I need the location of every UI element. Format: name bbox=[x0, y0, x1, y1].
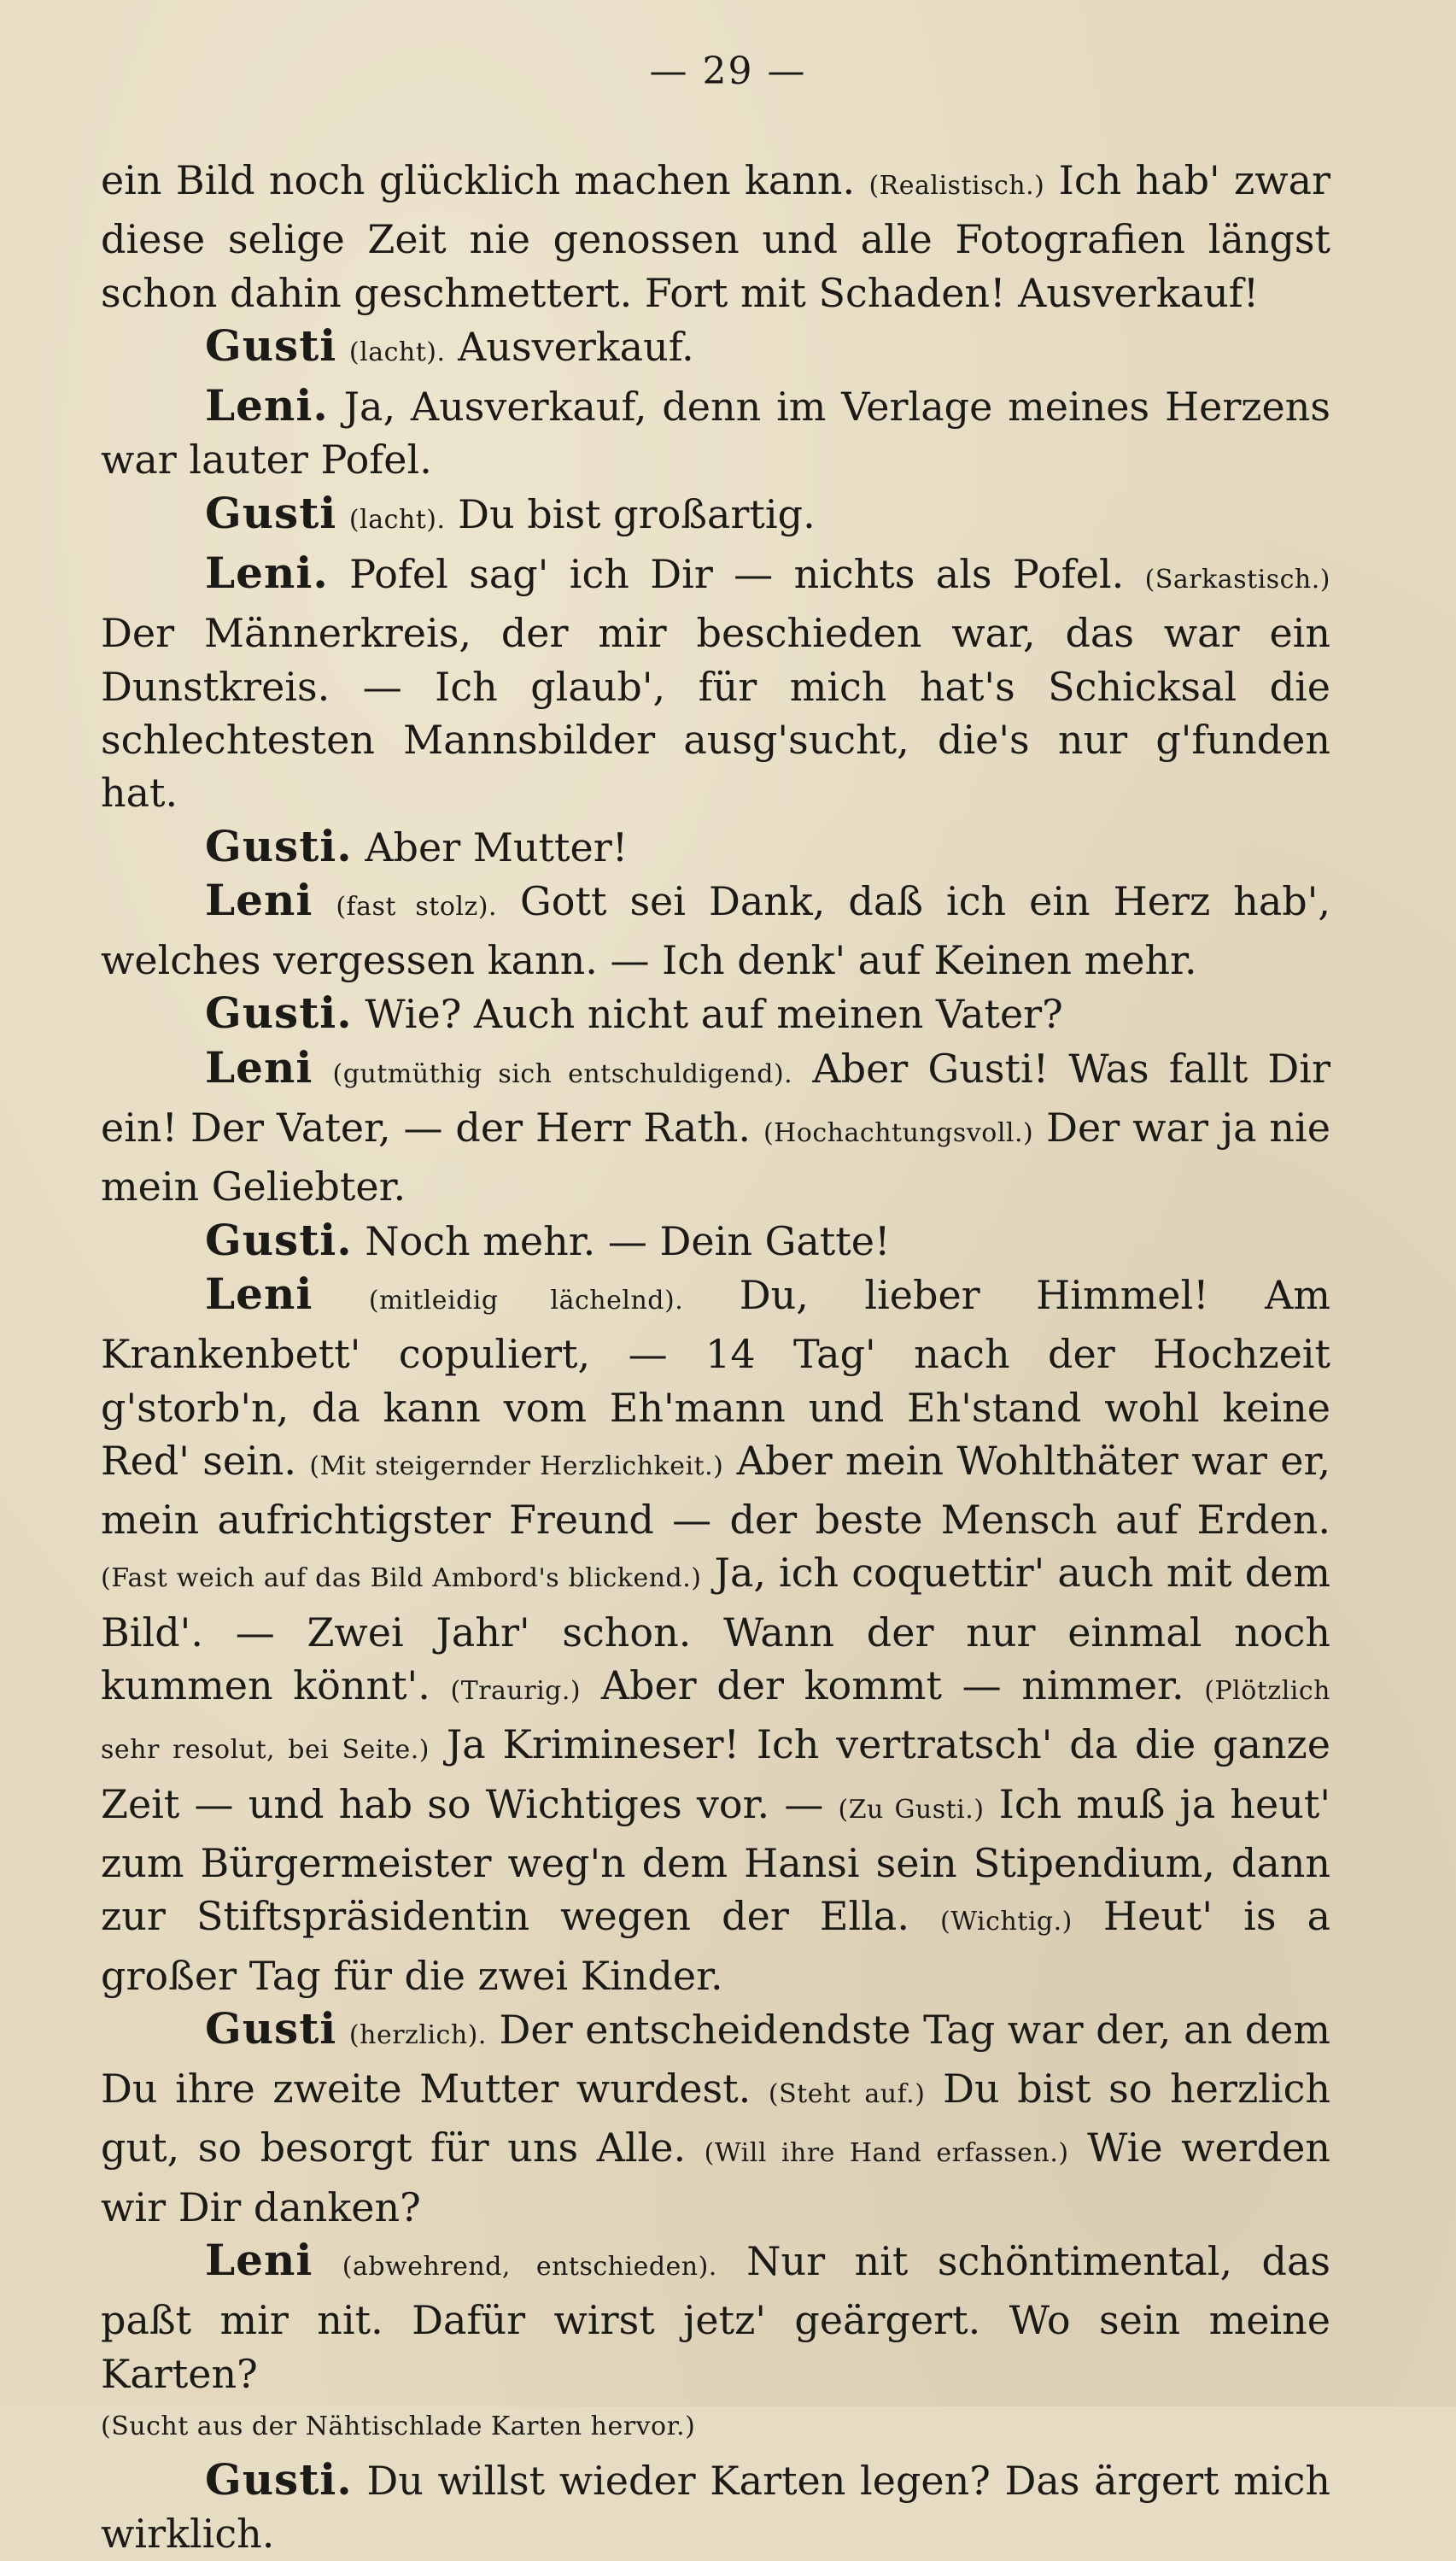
dialogue-line: Aber mein Wohlthäter war er, mein aufrichtigster Freund — der beste Mensch auf Erden. bbox=[101, 1437, 1331, 1544]
dialogue-line: Aber Gusti! Was fallt Dir ein! Der Vater, — der Herr Rath. bbox=[101, 1045, 1330, 1152]
dialogue-line: Du, lieber Himmel! Am Krankenbett' copuliert, — 14 Tag' nach der Hochzeit g'storb'n, da kann vom Eh'mann und Eh'stand wohl keine Red' sein. bbox=[101, 1271, 1331, 1484]
dialogue-line: Der war ja nie mein Geliebter. bbox=[101, 1105, 1330, 1210]
stage-direction: (Plötzlich sehr resolut, bei Seite.) bbox=[101, 1676, 1331, 1766]
speaker-name: Gusti. bbox=[205, 820, 353, 871]
speech-paragraph bbox=[101, 1041, 1330, 1214]
speech-paragraph bbox=[101, 1268, 1330, 2002]
stage-direction: (Zu Gusti.) bbox=[838, 1794, 985, 1825]
speech-paragraph bbox=[101, 379, 1330, 487]
dialogue-text bbox=[101, 154, 1330, 2561]
dialogue-line bbox=[313, 2238, 342, 2284]
dialogue-line bbox=[313, 878, 336, 924]
speech-paragraph bbox=[101, 2002, 1330, 2234]
dialogue-line: Wie? Auch nicht auf meinen Vater? bbox=[352, 991, 1063, 1038]
speaker-name: Gusti bbox=[205, 319, 337, 371]
speaker-name: Leni bbox=[205, 1268, 313, 1319]
speaker-name: Gusti. bbox=[205, 2454, 353, 2505]
speech-paragraph bbox=[101, 987, 1330, 1040]
speaker-name: Leni bbox=[205, 2234, 313, 2285]
stage-direction: (gutmüthig sich entschuldigend). bbox=[332, 1058, 793, 1089]
dialogue-line: Ausverkauf. bbox=[445, 323, 694, 370]
stage-direction: (Mit steigernder Herzlichkeit.) bbox=[309, 1450, 724, 1481]
dialogue-line: Du bist so herzlich gut, so besorgt für uns Alle. bbox=[101, 2066, 1330, 2171]
speaker-name: Leni. bbox=[205, 380, 329, 431]
dialogue-line: Du willst wieder Karten legen? Das ärgert mich wirklich. bbox=[101, 2458, 1330, 2558]
speech-paragraph bbox=[101, 1214, 1330, 1268]
speech-paragraph bbox=[101, 2453, 1330, 2561]
dialogue-line: Pofel sag' ich Dir — nichts als Pofel. bbox=[328, 551, 1145, 598]
dialogue-line: Ja, ich coquettir' auch mit dem Bild'. — Zwei Jahr' schon. Wann der nur einmal noch kummen könnt'. bbox=[101, 1550, 1330, 1709]
stage-direction: (Fast weich auf das Bild Ambord's blickend.) bbox=[101, 1563, 702, 1594]
stage-direction: (lacht). bbox=[348, 504, 446, 535]
stage-direction: (Will ihre Hand erfassen.) bbox=[704, 2138, 1069, 2169]
dialogue-line: Du bist großartig. bbox=[445, 490, 816, 537]
dialogue-line: Der Männerkreis, der mir beschieden war, das war ein Dunstkreis. — Ich glaub', für mich hat's Schicksal die schlechtesten Mannsbilder ausg'sucht, die's nur g'funden hat. bbox=[101, 610, 1330, 817]
stage-direction: (Hochachtungsvoll.) bbox=[763, 1118, 1034, 1149]
dialogue-line bbox=[336, 491, 349, 537]
dialogue-line: Heut' is a großer Tag für die zwei Kinder. bbox=[101, 1893, 1330, 1999]
dialogue-line: ein Bild noch glücklich machen kann. bbox=[101, 157, 869, 203]
speech-paragraph bbox=[101, 487, 1330, 547]
dialogue-line: Ich hab' zwar diese selige Zeit nie genossen und alle Fotografien längst schon dahin geschmettert. Fort mit Schaden! Ausverkauf! bbox=[101, 157, 1330, 316]
stage-direction: (Realistisch.) bbox=[868, 171, 1045, 201]
dialogue-line: Gott sei Dank, daß ich ein Herz hab', welches vergessen kann. — Ich denk' auf Keinen mehr. bbox=[101, 877, 1330, 984]
stage-direction: (Steht auf.) bbox=[768, 2079, 926, 2110]
dialogue-line bbox=[313, 1046, 332, 1092]
speaker-name: Gusti. bbox=[205, 987, 353, 1039]
dialogue-line bbox=[336, 324, 349, 370]
dialogue-line: Ja Krimineser! Ich vertratsch' da die ganze Zeit — und hab so Wichtiges vor. — bbox=[101, 1721, 1331, 1827]
dialogue-line: Ich muß ja heut' zum Bürgermeister weg'n dem Hansi sein Stipendium, dann zur Stiftspräsidentin wegen der Ella. bbox=[101, 1780, 1331, 1940]
stage-direction: (herzlich). bbox=[348, 2019, 487, 2050]
continuation-paragraph bbox=[101, 154, 1330, 319]
dialogue-line: Der entscheidendste Tag war der, an dem Du ihre zweite Mutter wurdest. bbox=[101, 2006, 1331, 2113]
speech-paragraph bbox=[101, 547, 1330, 819]
stage-direction: (Sucht aus der Nähtischlade Karten hervor.) bbox=[101, 2411, 696, 2441]
stage-direction: (lacht). bbox=[348, 337, 446, 367]
dialogue-line: Wie werden wir Dir danken? bbox=[101, 2124, 1331, 2230]
speaker-name: Gusti. bbox=[205, 1214, 353, 1265]
stage-direction-line bbox=[101, 2400, 1330, 2453]
dialogue-line: Ja, Ausverkauf, denn im Verlage meines Herzens war lauter Pofel. bbox=[101, 384, 1330, 483]
dialogue-line: Noch mehr. — Dein Gatte! bbox=[352, 1217, 891, 1264]
speech-paragraph bbox=[101, 319, 1330, 379]
speaker-name: Leni bbox=[205, 1041, 313, 1093]
stage-direction: (abwehrend, entschieden). bbox=[342, 2251, 717, 2282]
speech-paragraph bbox=[101, 874, 1330, 987]
speaker-name: Leni. bbox=[205, 548, 329, 599]
dialogue-line: Aber der kommt — nimmer. bbox=[581, 1662, 1205, 1709]
dialogue-line: Nur nit schöntimental, das paßt mir nit. Dafür wirst jetz' geärgert. Wo sein meine Karten? bbox=[101, 2237, 1330, 2397]
speaker-name: Leni bbox=[205, 874, 313, 925]
speech-paragraph bbox=[101, 2234, 1330, 2400]
speaker-name: Gusti bbox=[205, 487, 337, 538]
dialogue-line bbox=[336, 2007, 349, 2053]
stage-direction: (Sarkastisch.) bbox=[1144, 565, 1330, 595]
dialogue-line bbox=[313, 1272, 369, 1318]
speaker-name: Gusti bbox=[205, 2002, 337, 2054]
stage-direction: (fast stolz). bbox=[336, 891, 498, 922]
stage-direction: (mitleidig lächelnd). bbox=[368, 1285, 684, 1316]
page-number: — 29 — bbox=[649, 50, 807, 93]
stage-direction: (Traurig.) bbox=[450, 1676, 582, 1707]
dialogue-line: Aber Mutter! bbox=[352, 823, 629, 870]
speech-paragraph bbox=[101, 820, 1330, 874]
stage-direction: (Wichtig.) bbox=[940, 1907, 1073, 1937]
